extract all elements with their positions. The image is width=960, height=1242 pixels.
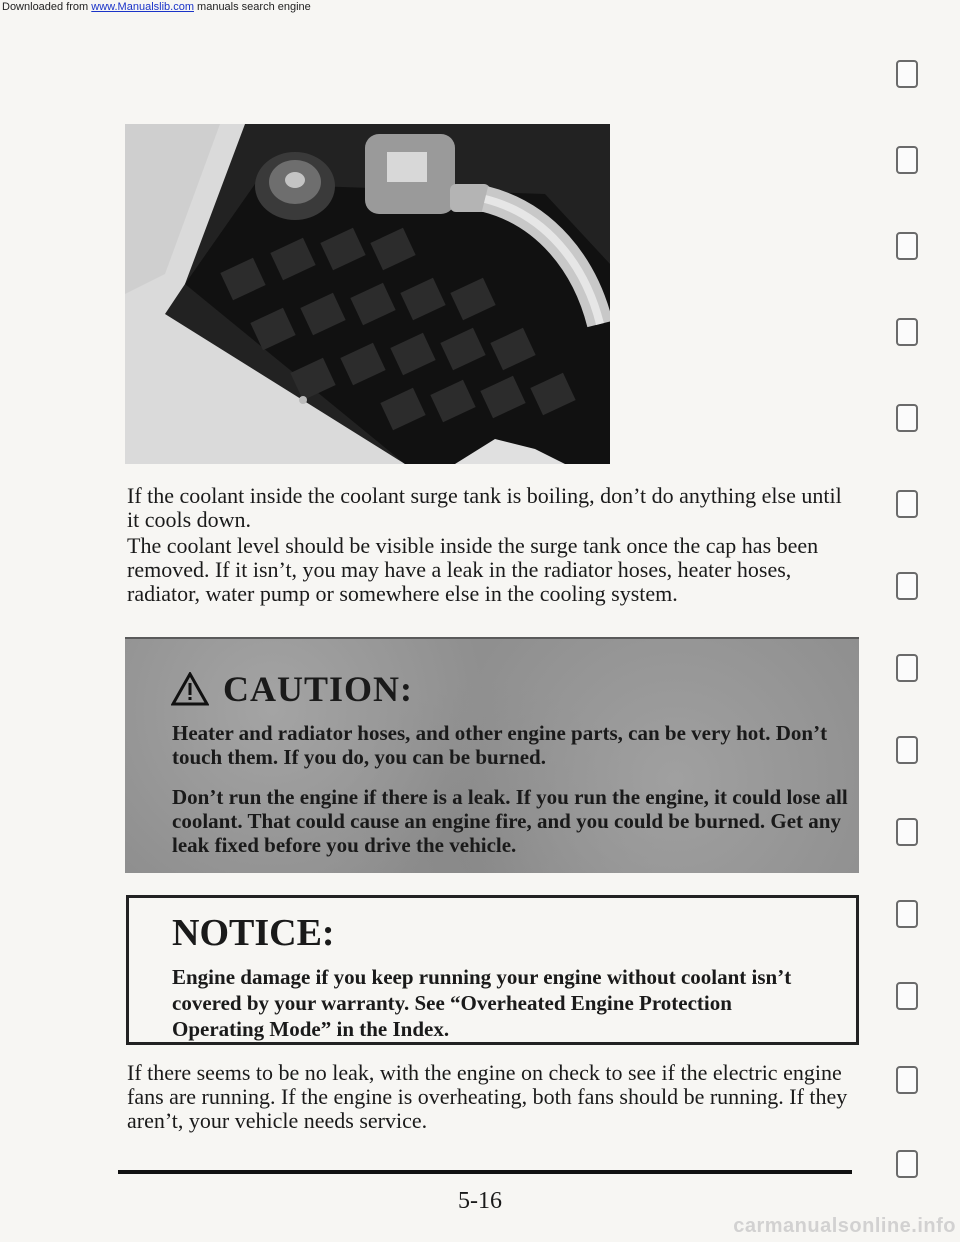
paragraph-coolant-level: The coolant level should be visible inside the surge tank once the cap has been removed. If it isn’t, you may have a leak in the radiator hoses, heater hoses, radiator, water pump or somewhere else in the cooling system. xyxy=(127,533,819,606)
watermark: carmanualsonline.info xyxy=(733,1215,956,1237)
section-tab[interactable] xyxy=(896,60,918,88)
caution-title: CAUTION: xyxy=(223,669,414,709)
section-tab[interactable] xyxy=(896,1150,918,1178)
notice-title: NOTICE: xyxy=(172,912,335,954)
header-prefix: Downloaded from xyxy=(2,1,92,13)
caution-heading xyxy=(171,669,413,709)
section-tab[interactable] xyxy=(896,404,918,432)
caution-leak-fire: Don’t run the engine if there is a leak. If you run the engine, it could lose all coolant. That could cause an engine fire, and you could be burned. Get any leak fixed before you drive the vehicle. xyxy=(172,785,848,857)
section-tab[interactable] xyxy=(896,572,918,600)
notice-text: Engine damage if you keep running your engine without coolant isn’t covered by your warranty. See “Overheated Engine Protection Operating Mode” in the Index. xyxy=(172,965,792,1041)
section-tab[interactable] xyxy=(896,318,918,346)
section-tab[interactable] xyxy=(896,1066,918,1094)
caution-box xyxy=(125,637,859,873)
section-tab[interactable] xyxy=(896,490,918,518)
header-suffix: manuals search engine xyxy=(193,1,311,13)
page-number: 5-16 xyxy=(458,1188,502,1214)
caution-hot-parts: Heater and radiator hoses, and other engine parts, can be very hot. Don’t touch them. If you do, you can be burned. xyxy=(172,721,828,769)
section-tab[interactable] xyxy=(896,146,918,174)
coolant-surge-tank-photo xyxy=(125,124,610,464)
manualslib-link[interactable]: www.Manualslib.com xyxy=(91,1,194,13)
section-tab[interactable] xyxy=(896,654,918,682)
section-tab[interactable] xyxy=(896,900,918,928)
footer-rule xyxy=(118,1170,852,1174)
section-tab[interactable] xyxy=(896,818,918,846)
download-header xyxy=(0,0,960,18)
paragraph-fans: If there seems to be no leak, with the engine on check to see if the electric engine fans are running. If the engine is overheating, both fans should be running. If they aren’t, your vehicle needs service. xyxy=(127,1060,848,1133)
section-tab[interactable] xyxy=(896,736,918,764)
warning-triangle-icon xyxy=(171,672,209,706)
notice-box xyxy=(126,895,859,1045)
section-tab[interactable] xyxy=(896,982,918,1010)
section-tab[interactable] xyxy=(896,232,918,260)
paragraph-boiling: If the coolant inside the coolant surge tank is boiling, don’t do anything else until it cools down. xyxy=(127,483,842,532)
photo-illustration xyxy=(125,124,610,464)
